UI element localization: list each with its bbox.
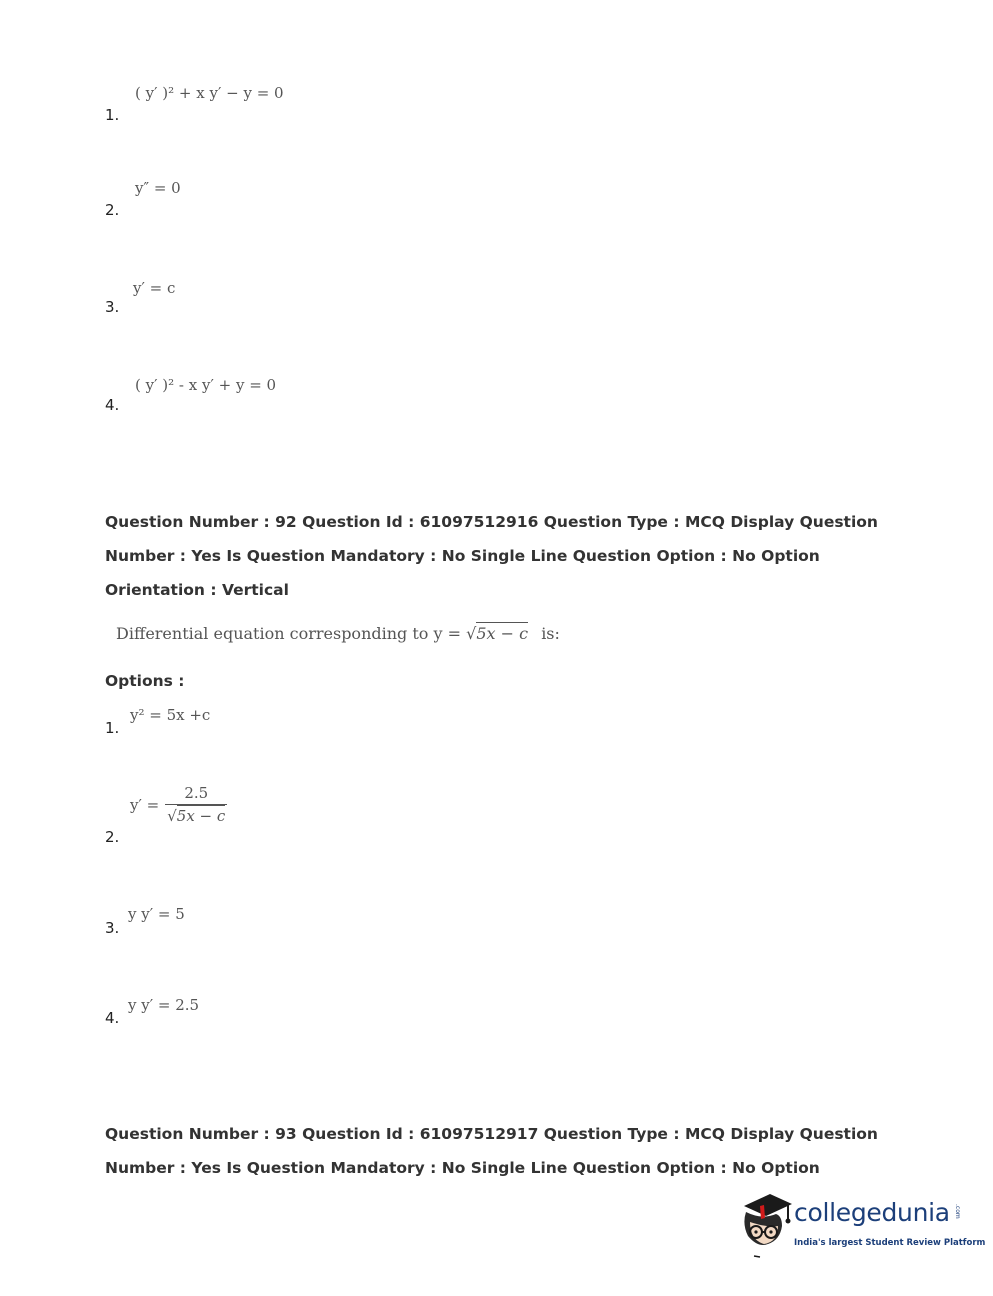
question-radicand: 5x − c <box>476 624 529 643</box>
option-expression: y y′ = 2.5 <box>128 996 200 1014</box>
fraction-lhs: y′ = <box>130 795 160 814</box>
question-text-suffix: is: <box>541 624 560 643</box>
option-expression: y″ = 0 <box>135 179 181 197</box>
option-expression: ( y′ )² - x y′ + y = 0 <box>135 376 277 394</box>
sqrt-symbol: √ <box>466 624 477 643</box>
question-meta-line: Number : Yes Is Question Mandatory : No Single Line Question Option : No Option <box>105 547 820 565</box>
fraction-denominator <box>165 804 227 825</box>
option-fraction-expression <box>130 784 227 825</box>
brand-tagline: India's largest Student Review Platform <box>794 1238 986 1248</box>
options-label: Options : <box>105 672 185 690</box>
collegedunia-logo <box>738 1192 986 1262</box>
question-meta-line: Question Number : 93 Question Id : 61097512917 Question Type : MCQ Display Question <box>105 1125 878 1143</box>
question-meta-line: Orientation : Vertical <box>105 581 289 599</box>
option-number: 2. <box>105 828 120 846</box>
option-number: 3. <box>105 919 120 937</box>
question-text-prefix: Differential equation corresponding to y = <box>116 624 462 643</box>
brand-name: collegedunia <box>794 1198 950 1227</box>
option-expression: ( y′ )² + x y′ − y = 0 <box>135 84 284 102</box>
option-number: 4. <box>105 1009 120 1027</box>
fraction-radicand: 5x − c <box>176 807 226 825</box>
option-expression: y² = 5x +c <box>130 706 211 724</box>
option-number: 1. <box>105 719 120 737</box>
option-number: 2. <box>105 201 120 219</box>
brand-suffix: .com <box>954 1204 961 1219</box>
question-meta-line: Number : Yes Is Question Mandatory : No Single Line Question Option : No Option <box>105 1159 820 1177</box>
option-number: 3. <box>105 298 120 316</box>
fraction-numerator: 2.5 <box>184 784 209 802</box>
option-expression: y y′ = 5 <box>128 905 185 923</box>
option-number: 1. <box>105 106 120 124</box>
question-meta-line: Question Number : 92 Question Id : 61097512916 Question Type : MCQ Display Question <box>105 513 878 531</box>
sqrt-symbol: √ <box>167 807 177 825</box>
option-expression: y′ = c <box>133 279 176 297</box>
mascot-icon <box>738 1192 794 1258</box>
fraction <box>165 784 227 825</box>
question-text <box>116 624 560 643</box>
option-number: 4. <box>105 396 120 414</box>
